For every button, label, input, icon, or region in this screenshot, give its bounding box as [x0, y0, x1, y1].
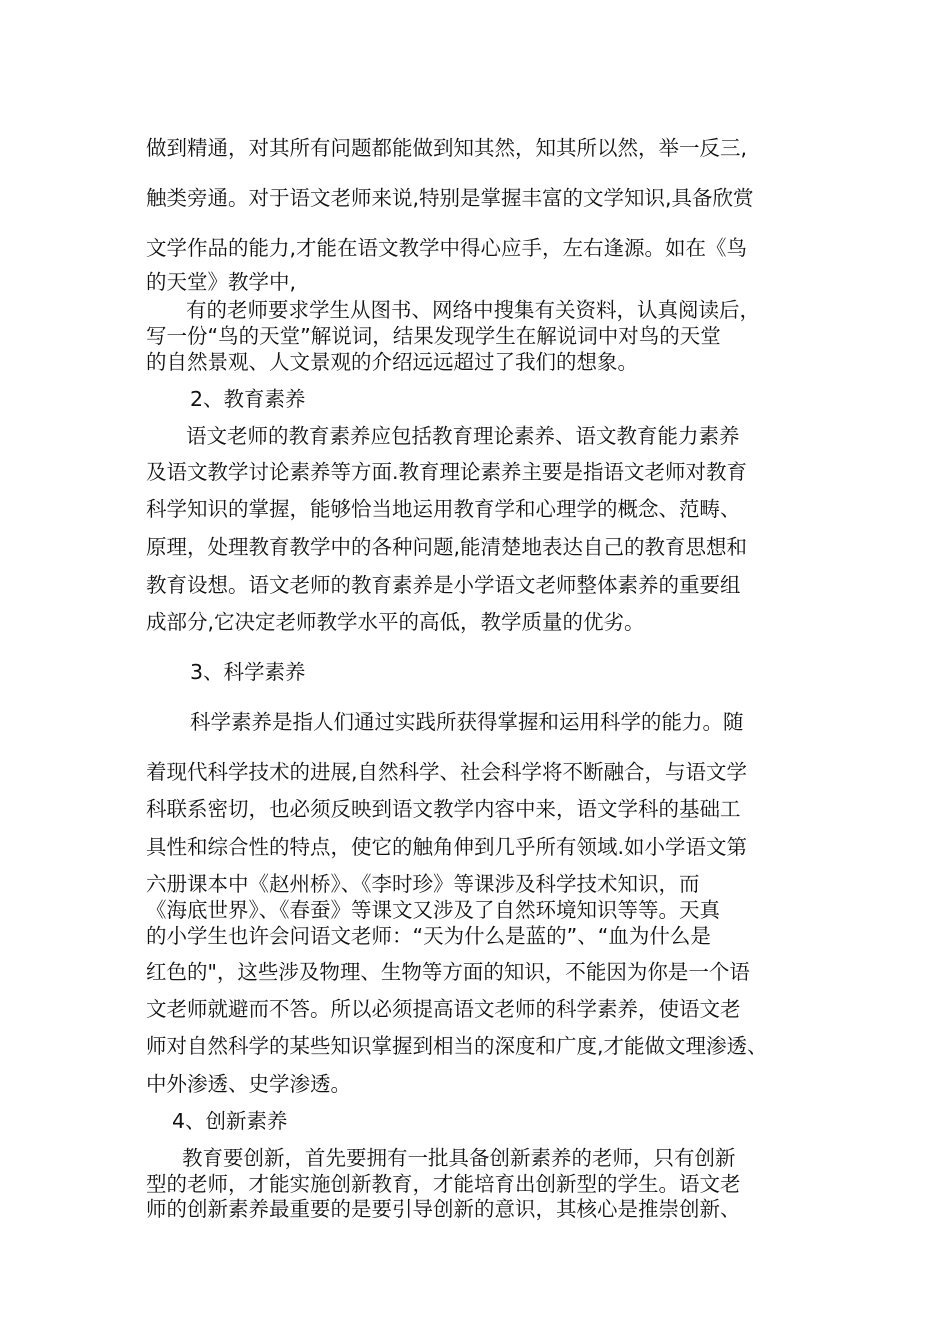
text-line: 中外渗透、史学渗透。 [146, 1072, 351, 1096]
text-line: 科学知识的掌握，能够恰当地运用教育学和心理学的概念、范畴、 [146, 497, 741, 521]
text-line: 成部分,它决定老师教学水平的高低，教学质量的优劣。 [146, 610, 645, 634]
text-line: 有的老师要求学生从图书、网络中搜集有关资料，认真阅读后， [186, 298, 760, 322]
text-line: 及语文教学讨论素养等方面.教育理论素养主要是指语文老师对教育 [146, 460, 748, 484]
section-heading: 4、创新素养 [172, 1109, 288, 1133]
text-line: 教育要创新，首先要拥有一批具备创新素养的老师，只有创新 [182, 1146, 736, 1170]
text-line: 教育设想。语文老师的教育素养是小学语文老师整体素养的重要组 [146, 573, 741, 597]
text-line: 的天堂》教学中, [146, 270, 297, 294]
text-line: 做到精通，对其所有问题都能做到知其然，知其所以然，举一反三, [146, 136, 748, 160]
text-line: 触类旁通。对于语文老师来说,特别是掌握丰富的文学知识,具备欣赏 [146, 186, 754, 210]
text-line: 型的老师，才能实施创新教育，才能培育出创新型的学生。语文老 [146, 1172, 741, 1196]
text-line: 红色的"，这些涉及物理、生物等方面的知识，不能因为你是一个语 [146, 960, 750, 984]
text-line: 文学作品的能力,才能在语文教学中得心应手，左右逢源。如在《鸟 [146, 236, 748, 260]
text-line: 的小学生也许会问语文老师：“天为什么是蓝的”、“血为什么是 [146, 924, 711, 948]
text-line: 着现代科学技术的进展,自然科学、社会科学将不断融合，与语文学 [146, 760, 748, 784]
text-line: 科学素养是指人们通过实践所获得掌握和运用科学的能力。随 [190, 710, 744, 734]
text-line: 师对自然科学的某些知识掌握到相当的深度和广度,才能做文理渗透、 [146, 1034, 768, 1058]
text-line: 语文老师的教育素养应包括教育理论素养、语文教育能力素养 [186, 424, 740, 448]
text-line: 六册课本中《赵州桥》、《李时珍》等课涉及科学技术知识，而 [146, 872, 700, 896]
text-line: 的自然景观、人文景观的介绍远远超过了我们的想象。 [146, 350, 638, 374]
section-heading: 2、教育素养 [190, 387, 306, 411]
text-line: 文老师就避而不答。所以必须提高语文老师的科学素养，使语文老 [146, 997, 741, 1021]
text-line: 写一份“鸟的天堂”解说词，结果发现学生在解说词中对鸟的天堂 [146, 324, 721, 348]
text-line: 科联系密切，也必须反映到语文教学内容中来，语文学科的基础工 [146, 797, 741, 821]
section-heading: 3、科学素养 [190, 660, 306, 684]
text-line: 原理，处理教育教学中的各种问题,能清楚地表达自己的教育思想和 [146, 535, 748, 559]
text-line: 师的创新素养最重要的是要引导创新的意识，其核心是推崇创新、 [146, 1197, 741, 1221]
text-line: 《海底世界》、《春蚕》等课文又涉及了自然环境知识等等。天真 [146, 898, 720, 922]
text-line: 具性和综合性的特点，使它的触角伸到几乎所有领域.如小学语文第 [146, 835, 748, 859]
